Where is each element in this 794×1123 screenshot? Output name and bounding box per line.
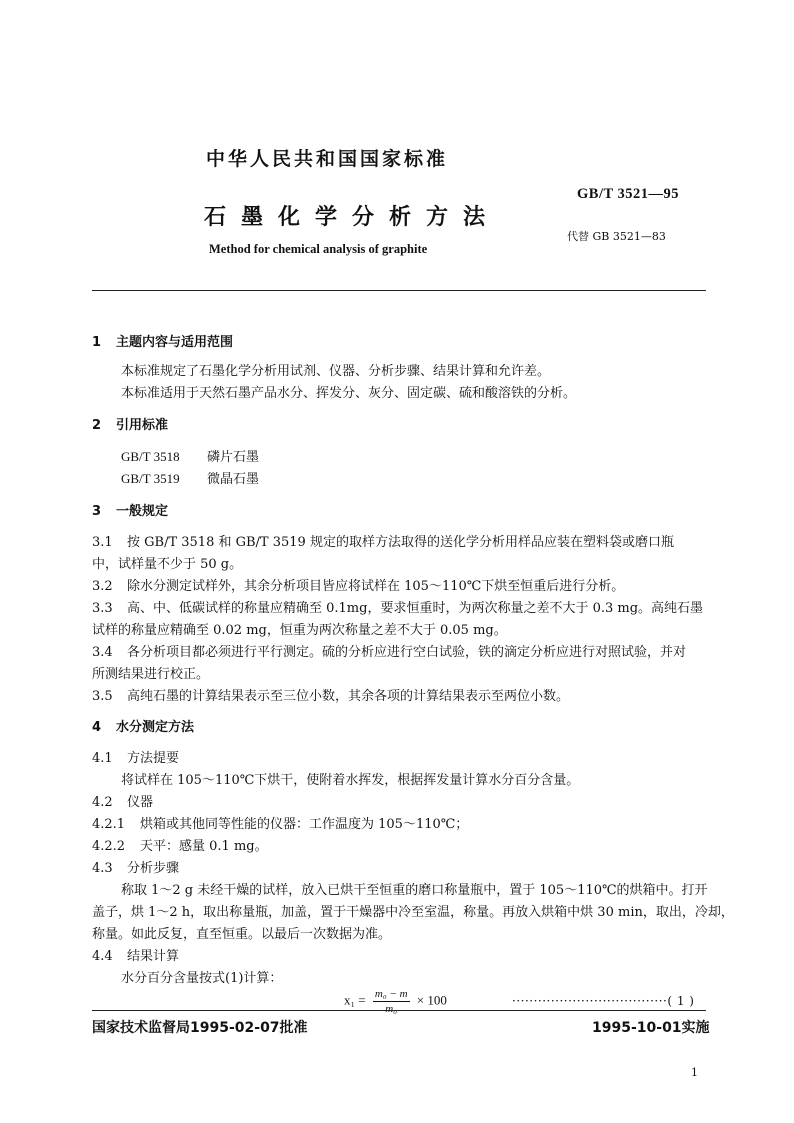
section-number: 1 — [92, 335, 102, 350]
formula-lhs: x₁ = — [344, 992, 366, 1008]
clause-4-2-1 — [92, 813, 468, 832]
clause-title: 方法提要 — [127, 751, 180, 766]
clause-3-1-continued: 中，试样量不少于 50 g。 — [92, 557, 243, 572]
clause-number: 3.2 — [92, 579, 113, 594]
section-title: 主题内容与适用范围 — [116, 335, 234, 350]
clause-3-3 — [92, 597, 703, 616]
equation-label: ( 1 ) — [667, 994, 695, 1008]
formula-numerator: m₀ − m — [374, 988, 408, 1000]
clause-4-2-2 — [92, 835, 268, 854]
national-standard-heading: 中华人民共和国国家标准 — [206, 148, 449, 170]
clause-3-3-continued: 试样的称量应精确至 0.02 mg，恒重为两次称量之差不大于 0.05 mg。 — [92, 623, 507, 638]
clause-3-5 — [92, 685, 569, 704]
clause-number: 4.2.1 — [92, 817, 126, 832]
clause-4-3-line-3: 称量。如此反复，直至恒重。以最后一次数据为准。 — [92, 927, 392, 942]
clause-number: 4.4 — [92, 949, 113, 964]
leader-dots: ···································· — [512, 994, 668, 1008]
formula-denominator: m₀ — [385, 1003, 398, 1015]
reference-code: GB/T 3519 — [121, 471, 180, 486]
clause-title: 结果计算 — [127, 949, 180, 964]
clause-4-4-heading — [92, 945, 179, 964]
clause-number: 4.1 — [92, 751, 113, 766]
clause-number: 3.1 — [92, 535, 113, 550]
effective-date: 1995-10-01实施 — [592, 1020, 710, 1036]
section-4-heading — [92, 716, 194, 735]
clause-4-2-heading — [92, 791, 153, 810]
clause-number: 4.3 — [92, 861, 113, 876]
clause-3-4 — [92, 641, 686, 660]
clause-number: 4.2 — [92, 795, 113, 810]
clause-text: 除水分测定试样外，其余分析项目皆应将试样在 105～110℃下烘至恒重后进行分析。 — [127, 579, 625, 594]
clause-3-2 — [92, 575, 624, 594]
reference-code: GB/T 3518 — [121, 449, 180, 464]
reference-name: 磷片石墨 — [207, 450, 260, 465]
reference-item — [121, 446, 259, 465]
clause-text: 高、中、低碳试样的称量应精确至 0.1mg，要求恒重时，为两次称量之差不大于 0.3 mg。高纯石墨 — [127, 601, 704, 616]
formula-leader — [512, 994, 694, 1008]
section-title: 引用标准 — [116, 418, 169, 433]
reference-name: 微晶石墨 — [207, 472, 260, 487]
clause-number: 3.5 — [92, 689, 113, 704]
section-3-heading — [92, 500, 168, 519]
english-title: Method for chemical analysis of graphite — [209, 242, 428, 256]
clause-3-1 — [92, 531, 674, 550]
standard-number: GB/T 3521—95 — [577, 186, 680, 202]
section-title: 水分测定方法 — [116, 720, 195, 735]
clause-text: 天平：感量 0.1 mg。 — [140, 839, 268, 854]
approval-note: 国家技术监督局1995-02-07批准 — [92, 1020, 308, 1036]
clause-title: 仪器 — [127, 795, 154, 810]
clause-text: 烘箱或其他同等性能的仪器：工作温度为 105～110℃； — [140, 817, 469, 832]
reference-item — [121, 468, 259, 487]
document-title: 石墨化学分析方法 — [204, 204, 501, 230]
section-1-paragraph-2: 本标准适用于天然石墨产品水分、挥发分、灰分、固定碳、硫和酸溶铁的分析。 — [121, 386, 577, 401]
section-number: 2 — [92, 418, 102, 433]
section-2-heading — [92, 414, 168, 433]
clause-number: 3.3 — [92, 601, 113, 616]
clause-4-4-text: 水分百分含量按式(1)计算： — [121, 971, 283, 986]
clause-title: 分析步骤 — [127, 861, 180, 876]
clause-number: 4.2.2 — [92, 839, 126, 854]
footer-rule — [92, 1010, 706, 1011]
section-1-paragraph-1: 本标准规定了石墨化学分析用试剂、仪器、分析步骤、结果计算和允许差。 — [121, 364, 551, 379]
section-number: 4 — [92, 720, 102, 735]
page-number: 1 — [691, 1066, 698, 1079]
clause-4-3-heading — [92, 857, 179, 876]
clause-4-1-heading — [92, 747, 179, 766]
header-rule — [92, 290, 706, 291]
section-number: 3 — [92, 504, 102, 519]
section-1-heading — [92, 331, 233, 350]
clause-4-1-text: 将试样在 105～110℃下烘干，使附着水挥发，根据挥发量计算水分百分含量。 — [121, 773, 580, 788]
formula-rhs: × 100 — [416, 992, 447, 1008]
clause-number: 3.4 — [92, 645, 113, 660]
clause-text: 各分析项目都必须进行平行测定。硫的分析应进行空白试验，铁的滴定分析应进行对照试验，并对 — [127, 645, 687, 660]
replaces-note: 代替 GB 3521—83 — [567, 230, 666, 243]
clause-text: 高纯石墨的计算结果表示至三位小数，其余各项的计算结果表示至两位小数。 — [127, 689, 570, 704]
clause-4-3-line-1: 称取 1～2 g 未经干燥的试样，放入已烘干至恒重的磨口称量瓶中，置于 105～110℃的烘箱中。打开 — [121, 883, 708, 898]
clause-3-4-continued: 所测结果进行校正。 — [92, 667, 210, 682]
clause-4-3-line-2: 盖子，烘 1～2 h，取出称量瓶，加盖，置于干燥器中冷至室温，称量。再放入烘箱中烘 30 min，取出，冷却， — [92, 905, 734, 920]
section-title: 一般规定 — [116, 504, 169, 519]
clause-text: 按 GB/T 3518 和 GB/T 3519 规定的取样方法取得的送化学分析用样品应装在塑料袋或磨口瓶 — [127, 535, 674, 550]
